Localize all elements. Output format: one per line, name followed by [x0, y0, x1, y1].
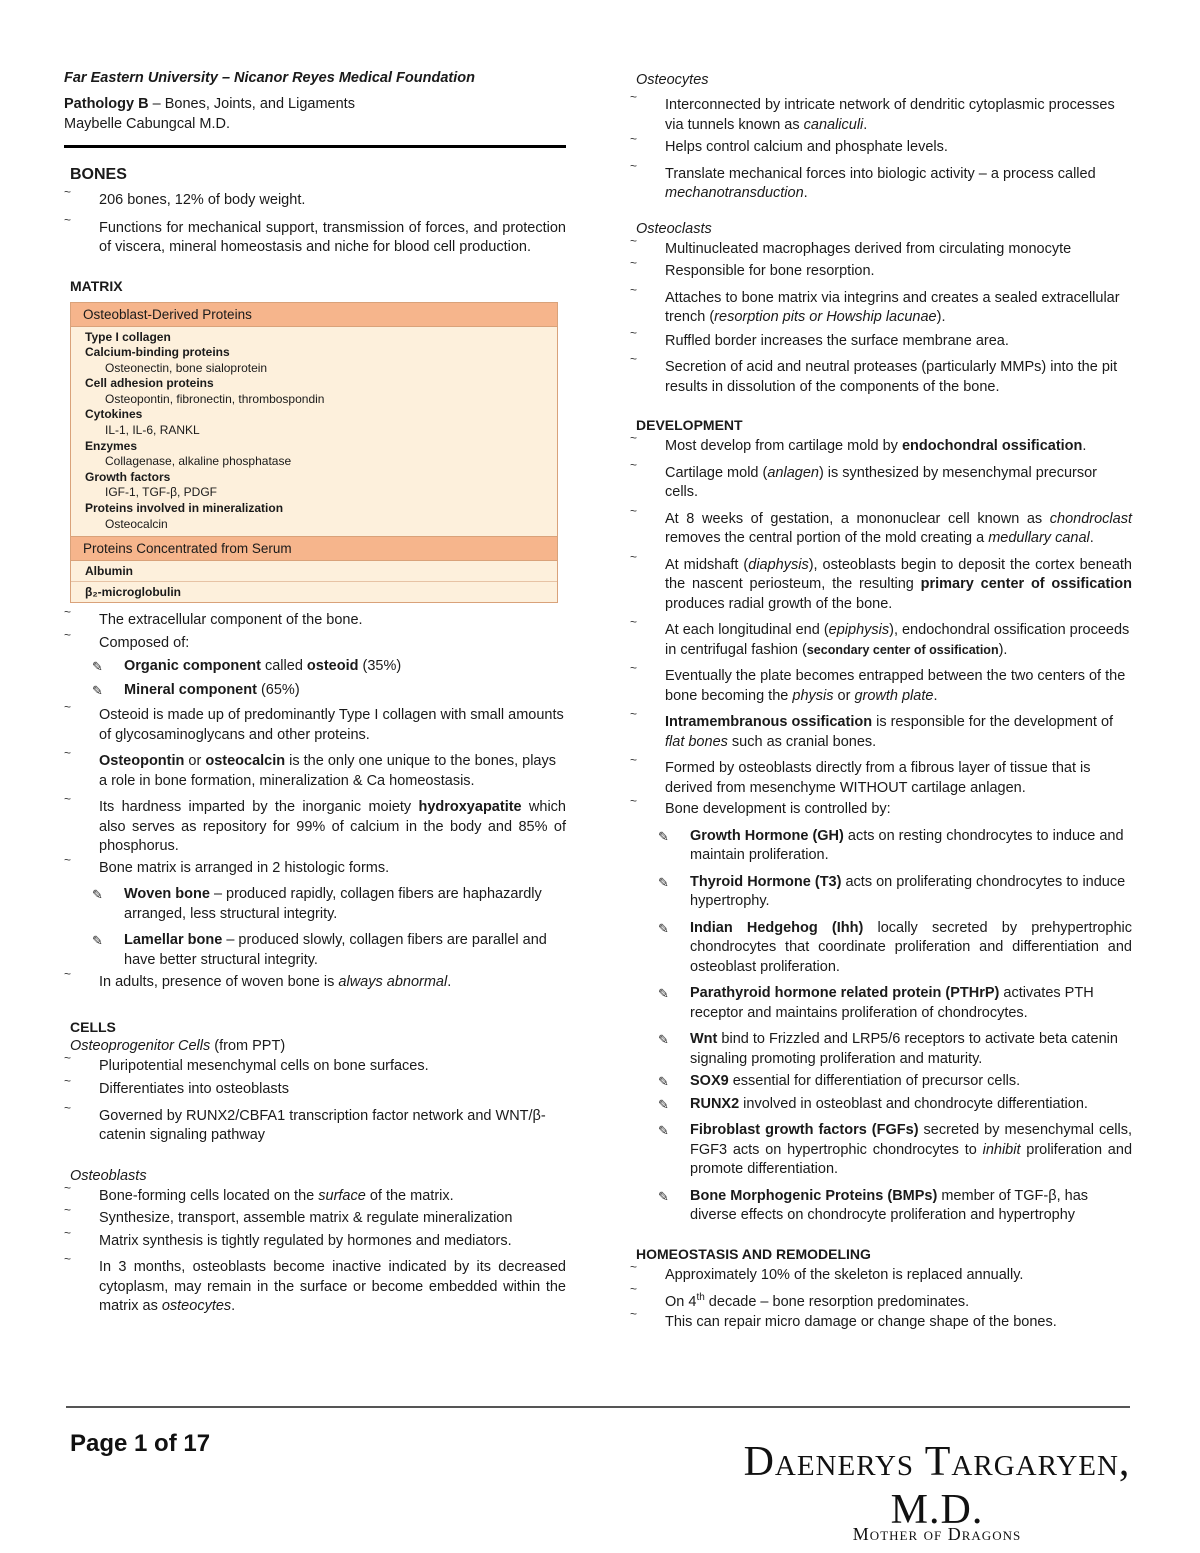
- emphasis: canaliculi: [803, 116, 864, 133]
- text: which also serves as repository for 99% of calcium in the body and 85% of phosphorus.: [99, 799, 566, 855]
- text: decade – bone resorption predominates.: [704, 1293, 970, 1310]
- text: called: [260, 658, 307, 675]
- text: produces radial growth of the bone.: [665, 595, 893, 612]
- homeostasis-bullet: [630, 1288, 1132, 1312]
- text: member of TGF-β, has diverse effects on chondrocyte proliferation and hypertrophy: [690, 1187, 1089, 1223]
- text: bind to Frizzled and LRP5/6 receptors to activate beta catenin signaling promoting proliferation and maturity.: [690, 1031, 1118, 1067]
- emphasis: diaphysis: [748, 556, 809, 573]
- term: secondary center of ossification: [806, 642, 999, 657]
- matrix-bullet: [64, 798, 566, 857]
- homeostasis-heading: HOMEOSTASIS AND REMODELING: [636, 1245, 871, 1262]
- text: ).: [998, 641, 1008, 658]
- term: hydroxyapatite: [418, 799, 522, 816]
- text: At each longitudinal end (: [665, 622, 829, 638]
- text: acts on resting chondrocytes to induce and maintain proliferation.: [690, 827, 1124, 863]
- text: such as cranial bones.: [727, 733, 877, 750]
- development-subbullet: [630, 919, 1132, 978]
- subheading-text: Osteoprogenitor Cells: [70, 1037, 211, 1054]
- development-bullet: [630, 464, 1132, 503]
- development-subbullet: [630, 827, 1132, 866]
- author-signature: [716, 1438, 1158, 1545]
- development-bullet: [630, 713, 1132, 752]
- text: Attaches to bone matrix via integrins and creates a sealed extracellular trench (: [665, 289, 1120, 325]
- term: osteocalcin: [205, 753, 286, 770]
- table-row: Collagenase, alkaline phosphatase: [105, 454, 292, 469]
- term: SOX9: [690, 1073, 729, 1089]
- table-row: Cell adhesion proteins: [85, 376, 214, 391]
- table-row: Type I collagen: [85, 329, 171, 344]
- table-row: Albumin: [85, 564, 133, 579]
- header-rule: [64, 145, 566, 148]
- text: .: [933, 687, 938, 704]
- right-column: [630, 0, 1132, 1333]
- osteoblast-bullet: [64, 1258, 566, 1317]
- text: (65%): [256, 681, 300, 698]
- osteoprogenitor-bullet: ~ Pluripotential mesenchymal cells on bone surfaces.: [64, 1057, 566, 1077]
- subheading-note: (from PPT): [210, 1037, 286, 1054]
- text: Its hardness imparted by the inorganic moiety: [99, 799, 419, 816]
- term: primary center of ossification: [920, 576, 1132, 592]
- osteoblast-bullet: ~ Synthesize, transport, assemble matrix & regulate mineralization: [64, 1209, 566, 1229]
- text: – produced slowly, collagen fibers are parallel and have better structural integrity.: [124, 932, 547, 968]
- term: Intramembranous ossification: [665, 714, 873, 730]
- text: ), endochondral ossification proceeds in centrifugal fashion (: [665, 622, 1130, 658]
- development-bullet: [630, 510, 1132, 549]
- development-bullet: [630, 437, 1132, 457]
- text: of the matrix.: [365, 1187, 454, 1204]
- development-bullet: ~ Formed by osteoblasts directly from a fibrous layer of tissue that is derived from mesenchyme WITHOUT cartilage anlagen.: [630, 759, 1132, 798]
- term: Bone Morphogenic Proteins (BMPs): [690, 1187, 938, 1204]
- emphasis: mechanotransduction: [665, 185, 804, 201]
- matrix-bullet: [64, 973, 566, 993]
- superscript: th: [696, 1292, 705, 1303]
- term: Mineral component: [124, 681, 257, 698]
- term: endochondral ossification: [901, 438, 1083, 454]
- homeostasis-list: [630, 1266, 1132, 1333]
- bones-list: [64, 191, 566, 258]
- development-subbullet: [630, 1030, 1132, 1069]
- text: .: [447, 974, 452, 991]
- development-bullet: [630, 667, 1132, 706]
- matrix-subbullet: [64, 657, 566, 677]
- term: Organic component: [124, 658, 261, 675]
- osteoclast-bullet: [630, 289, 1132, 328]
- development-list: [630, 437, 1132, 1226]
- emphasis: resorption pits or Howship lacunae: [714, 309, 937, 325]
- matrix-bullet: ~ Composed of:: [64, 634, 566, 654]
- emphasis: flat bones: [665, 733, 728, 750]
- table-row: Osteonectin, bone sialoprotein: [105, 360, 268, 375]
- osteocyte-bullet: [630, 165, 1132, 204]
- text: activates PTH receptor and maintains proliferation of chondrocytes.: [690, 985, 1094, 1021]
- matrix-subbullet: [64, 931, 566, 970]
- signature-title: Mother of Dragons: [852, 1524, 1022, 1544]
- table-row: Osteocalcin: [105, 516, 168, 531]
- table-row: Osteopontin, fibronectin, thrombospondin: [105, 391, 325, 406]
- text: or: [184, 753, 206, 770]
- table-row: Enzymes: [85, 438, 138, 453]
- matrix-subbullet: [64, 885, 566, 924]
- matrix-subbullet: [64, 681, 566, 701]
- development-subbullet: [630, 1187, 1132, 1226]
- bones-bullet: ~ 206 bones, 12% of body weight.: [64, 191, 566, 211]
- bones-bullet: ~ Functions for mechanical support, transmission of forces, and protection of viscera, mineral homeostasis and niche for blood cell production.: [64, 219, 566, 258]
- text: proliferation and promote differentiation.: [690, 1141, 1133, 1177]
- matrix-protein-table: [70, 302, 558, 604]
- text: Eventually the plate becomes entrapped between the two centers of the bone becoming the: [665, 668, 1126, 704]
- matrix-bullet: [64, 752, 566, 791]
- term: Fibroblast growth factors (FGFs): [690, 1122, 919, 1138]
- signature-name: Daenerys Targaryen, M.D.: [743, 1439, 1131, 1533]
- term: Lamellar bone: [124, 932, 223, 949]
- emphasis: surface: [318, 1187, 366, 1204]
- osteoclast-bullet: ~ Multinucleated macrophages derived from circulating monocyte: [630, 240, 1132, 260]
- osteoprogenitor-list: [64, 1057, 566, 1146]
- text: .: [803, 185, 808, 201]
- development-subbullet: [630, 1072, 1132, 1092]
- homeostasis-bullet: ~ This can repair micro damage or change shape of the bones.: [630, 1313, 1132, 1333]
- emphasis: epiphysis: [828, 622, 890, 638]
- table-row: Proteins involved in mineralization: [85, 501, 284, 516]
- osteoprogenitor-bullet: ~ Governed by RUNX2/CBFA1 transcription factor network and WNT/β-catenin signaling pathway: [64, 1107, 566, 1146]
- osteoclasts-list: [630, 240, 1132, 398]
- development-bullet: ~ Bone development is controlled by:: [630, 800, 1132, 820]
- text: At midshaft (: [665, 556, 749, 573]
- text: In 3 months, osteoblasts become inactive indicated by its decreased cytoplasm, may remain in the surface or become embedded within the matrix as: [99, 1259, 566, 1315]
- text: ).: [936, 309, 946, 325]
- table-header: Proteins Concentrated from Serum: [71, 536, 557, 561]
- matrix-bullet: ~ Bone matrix is arranged in 2 histologic forms.: [64, 859, 566, 879]
- text: secreted by mesenchymal cells, FGF3 acts on hypertrophic chondrocytes to: [690, 1122, 1133, 1158]
- osteoclast-bullet: ~ Ruffled border increases the surface membrane area.: [630, 332, 1132, 352]
- osteoclasts-heading: Osteoclasts: [636, 220, 712, 237]
- term: osteoid: [306, 658, 359, 675]
- development-bullet: [630, 556, 1132, 615]
- text: In adults, presence of woven bone is: [99, 974, 339, 991]
- development-subbullet: [630, 984, 1132, 1023]
- matrix-list: [64, 611, 566, 993]
- text: Translate mechanical forces into biologic activity – a process called: [665, 165, 1096, 182]
- emphasis: always abnormal: [338, 974, 448, 991]
- text: Bone-forming cells located on the: [99, 1187, 319, 1204]
- emphasis: anlagen: [767, 464, 819, 481]
- osteoblasts-heading: Osteoblasts: [70, 1167, 147, 1184]
- matrix-bullet: ~ The extracellular component of the bone.: [64, 611, 566, 631]
- matrix-bullet: ~ Osteoid is made up of predominantly Type I collagen with small amounts of glycosaminoglycans and other proteins.: [64, 706, 566, 745]
- osteocytes-heading: Osteocytes: [636, 72, 709, 88]
- text: is responsible for the development of: [872, 714, 1114, 730]
- text: removes the central portion of the mold creating a: [665, 530, 989, 546]
- table-row: Growth factors: [85, 469, 171, 484]
- institution-name: Far Eastern University – Nicanor Reyes Medical Foundation: [64, 70, 475, 86]
- development-subbullet: [630, 873, 1132, 912]
- text: ), osteoblasts begin to deposit the cortex beneath the nascent periosteum, the resulting: [665, 556, 1132, 592]
- osteocyte-bullet: [630, 96, 1132, 135]
- text: Interconnected by intricate network of dendritic cytoplasmic processes via tunnels known as: [665, 97, 1115, 133]
- text: (35%): [358, 658, 402, 675]
- text: acts on proliferating chondrocytes to induce hypertrophy.: [690, 873, 1126, 909]
- matrix-heading: MATRIX: [70, 277, 123, 294]
- text: ) is synthesized by mesenchymal precursor cells.: [665, 464, 1097, 500]
- homeostasis-bullet: ~ Approximately 10% of the skeleton is replaced annually.: [630, 1266, 1132, 1286]
- text: At 8 weeks of gestation, a mononuclear cell known as: [665, 510, 1050, 527]
- course-topic: – Bones, Joints, and Ligaments: [148, 96, 355, 112]
- osteoblast-bullet: ~ Matrix synthesis is tightly regulated by hormones and mediators.: [64, 1232, 566, 1252]
- emphasis: growth plate: [854, 687, 934, 704]
- text: Most develop from cartilage mold by: [665, 438, 902, 454]
- text: On 4: [665, 1293, 697, 1310]
- table-row: IGF-1, TGF-β, PDGF: [105, 485, 218, 500]
- footer-rule: [66, 1406, 1130, 1408]
- table-row: IL-1, IL-6, RANKL: [105, 423, 200, 438]
- text: or: [833, 687, 855, 704]
- text: .: [231, 1298, 236, 1315]
- text: involved in osteoblast and chondrocyte differentiation.: [739, 1095, 1088, 1112]
- left-column: [64, 0, 566, 1317]
- term: Indian Hedgehog (Ihh): [690, 919, 864, 936]
- term: Woven bone: [124, 886, 210, 903]
- emphasis: physis: [792, 687, 834, 704]
- text: .: [1089, 530, 1094, 546]
- table-body: [71, 327, 557, 537]
- emphasis: osteocytes: [161, 1298, 232, 1315]
- term: Parathyroid hormone related protein (PTHrP): [690, 985, 1000, 1001]
- osteoclast-bullet: ~ Secretion of acid and neutral proteases (particularly MMPs) into the pit results in dissolution of the components of the bone.: [630, 358, 1132, 397]
- emphasis: chondroclast: [1049, 510, 1132, 527]
- text: .: [863, 116, 868, 133]
- page-number: Page 1 of 17: [70, 1430, 211, 1457]
- table-row: β₂-microglobulin: [71, 581, 557, 602]
- development-subbullet: [630, 1121, 1132, 1180]
- lecturer-name: Maybelle Cabungcal M.D.: [64, 116, 231, 132]
- term: Growth Hormone (GH): [690, 827, 844, 844]
- development-heading: DEVELOPMENT: [636, 417, 743, 433]
- term: Wnt: [690, 1031, 718, 1047]
- text: – produced rapidly, collagen fibers are haphazardly arranged, less structural integrity.: [124, 886, 542, 922]
- development-bullet: [630, 621, 1132, 660]
- osteoblasts-list: [64, 1187, 566, 1317]
- table-header: Osteoblast-Derived Proteins: [71, 303, 557, 327]
- osteoprogenitor-bullet: ~ Differentiates into osteoblasts: [64, 1080, 566, 1100]
- emphasis: medullary canal: [988, 530, 1090, 546]
- course-title: [64, 94, 566, 114]
- text: Cartilage mold (: [665, 464, 768, 481]
- table-row: Cytokines: [85, 407, 143, 422]
- bones-heading: BONES: [70, 166, 127, 183]
- term: Thyroid Hormone (T3): [690, 873, 842, 890]
- term: Osteopontin: [99, 753, 185, 770]
- osteocytes-list: [630, 96, 1132, 204]
- osteoprogenitor-heading: [64, 1038, 566, 1054]
- text: .: [1082, 438, 1087, 454]
- cells-heading: CELLS: [70, 1018, 116, 1035]
- osteocyte-bullet: ~ Helps control calcium and phosphate levels.: [630, 138, 1132, 158]
- development-subbullet: [630, 1095, 1132, 1115]
- table-row: Calcium-binding proteins: [85, 345, 230, 360]
- text: locally secreted by prehypertrophic chondrocytes that coordinate proliferation and differentiation and osteoblast proliferation.: [690, 919, 1132, 975]
- osteoblast-bullet: [64, 1187, 566, 1207]
- course-code: Pathology B: [64, 96, 149, 112]
- term: RUNX2: [690, 1095, 740, 1112]
- text: essential for differentiation of precursor cells.: [728, 1073, 1021, 1089]
- osteoclast-bullet: ~ Responsible for bone resorption.: [630, 262, 1132, 282]
- emphasis: inhibit: [982, 1141, 1021, 1158]
- text: is the only one unique to the bones, plays a role in bone formation, mineralization & Ca homeostasis.: [99, 753, 556, 789]
